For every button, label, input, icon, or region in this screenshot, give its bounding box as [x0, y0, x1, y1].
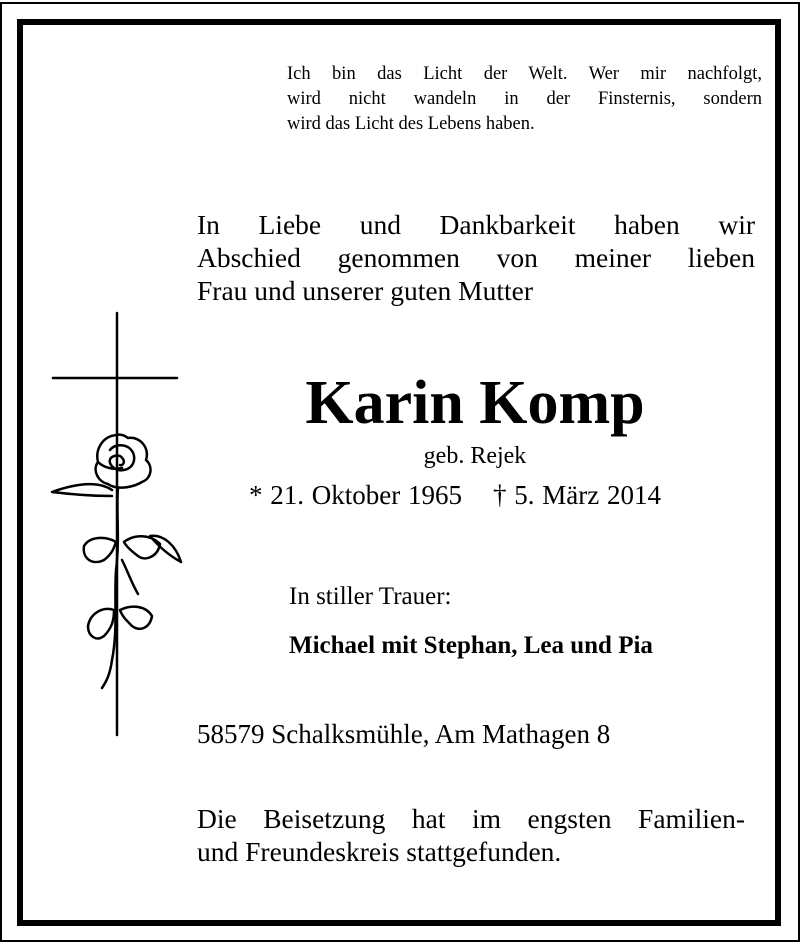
birth-date: * 21. Oktober 1965 [249, 480, 462, 510]
quote-line: Ich bin das Licht der Welt. Wer mir nachfolgt, [287, 64, 762, 84]
intro-line: In Liebe und Dankbarkeit haben wir [197, 209, 755, 240]
quote-line: wird das Licht des Lebens haben. [287, 114, 535, 134]
mourning-label: In stiller Trauer: [289, 583, 452, 610]
funeral-note-line: und Freundeskreis stattgefunden. [197, 836, 562, 867]
funeral-note-line: Die Beisetzung hat im engsten Familien- [197, 803, 745, 834]
quote-line: wird nicht wandeln in der Finsternis, sondern [287, 89, 762, 109]
bible-quote [287, 62, 762, 137]
deceased-name: Karin Komp [305, 369, 645, 437]
intro-line: Abschied genommen von meiner lieben [197, 242, 755, 273]
life-dates [200, 480, 710, 511]
funeral-note [197, 802, 745, 868]
intro-line: Frau und unserer guten Mutter [197, 275, 534, 306]
intro-text [197, 208, 755, 307]
address: 58579 Schalksmühle, Am Mathagen 8 [197, 719, 611, 749]
mourners: Michael mit Stephan, Lea und Pia [289, 632, 653, 659]
maiden-name: geb. Rejek [423, 443, 527, 469]
death-date: † 5. März 2014 [493, 480, 661, 510]
cross-rose-icon [40, 310, 190, 740]
